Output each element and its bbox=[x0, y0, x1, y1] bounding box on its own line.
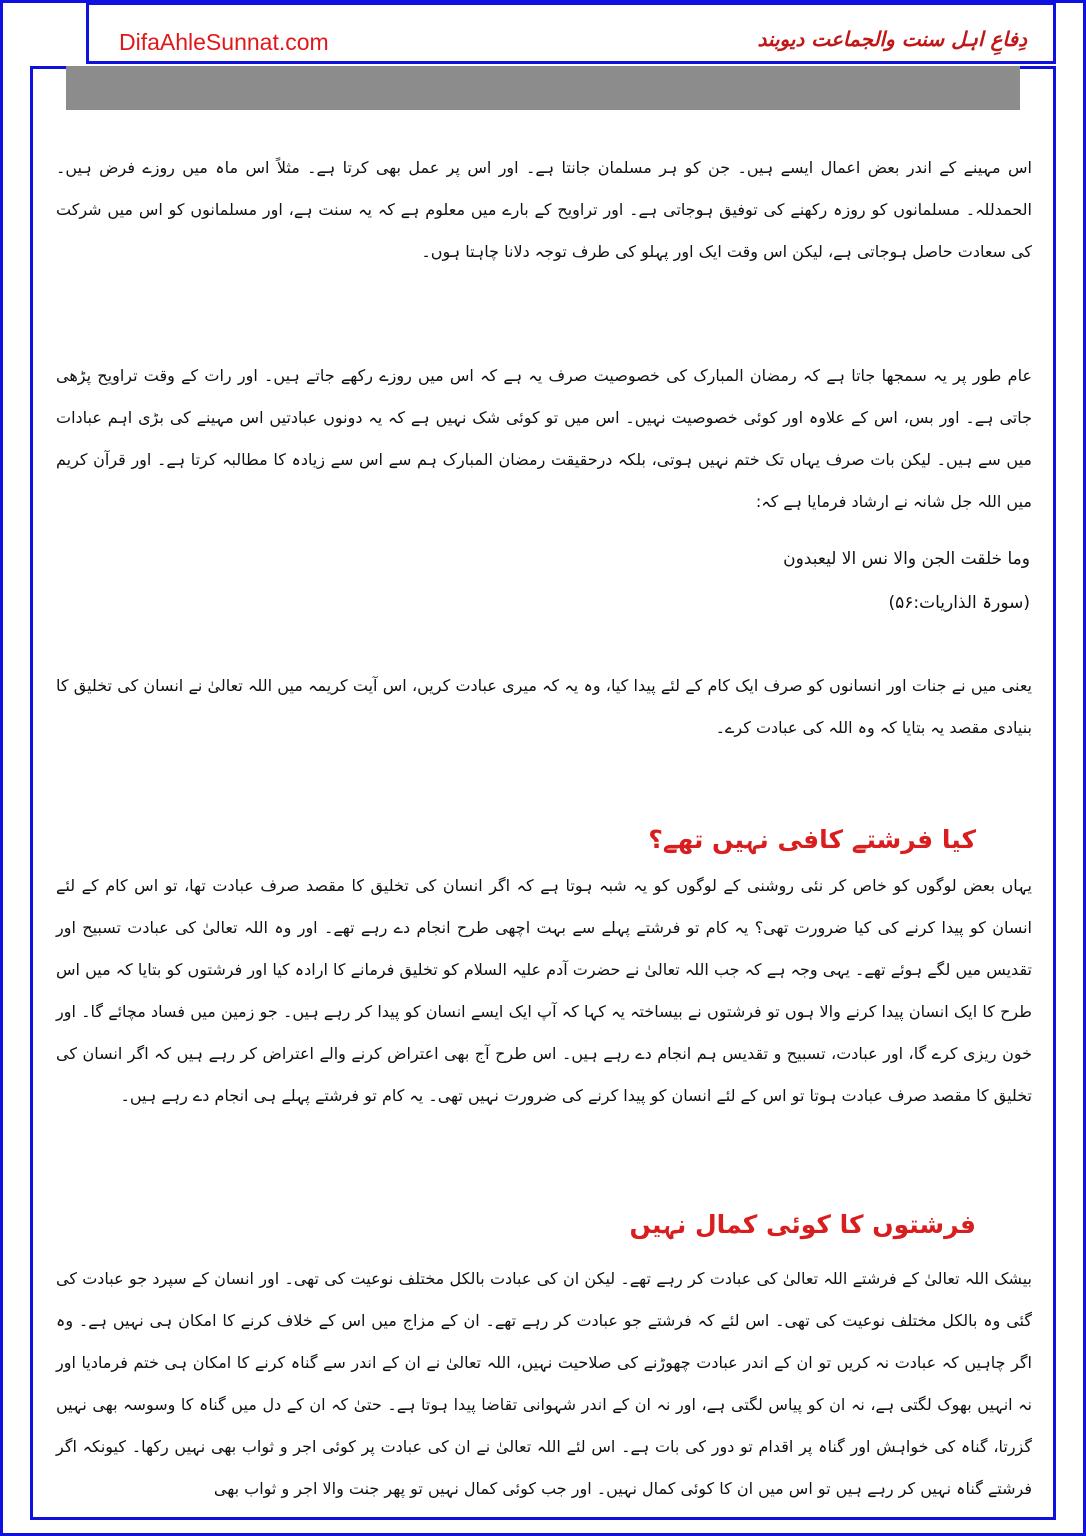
verse-reference: (سورۃ الذاریات:۵۶) bbox=[888, 593, 1030, 613]
angels-sufficient-paragraph: یہاں بعض لوگوں کو خاص کر نئی روشنی کے لوگوں کو یہ شبہ ہوتا ہے کہ اگر انسان کی تخلیق کا مقصد صرف عبادت تھا، تو اس کام کے لئے انسان کو پیدا کرنے کی کیا ضرورت تھی؟ یہ کام تو فرشتے پہلے سے بہت اچھی طرح انجام دے رہے تھے۔ اور وہ اللہ تعالیٰ کی عبادت تسبیح اور تقدیس میں لگے ہوئے تھے۔ یہی وجہ ہے کہ جب اللہ تعالیٰ نے حضرت آدم علیہ السلام کو تخلیق فرمانے کا ارادہ کیا اور فرشتوں کو بتایا کہ میں اس طرح کا ایک انسان پیدا کرنے والا ہوں تو فرشتوں نے بیساختہ یہ کہا کہ آپ ایک ایسے انسان کو پیدا کر رہے ہیں۔ جو زمین میں فساد مچائے گا۔ اور خون ریزی کرے گا، اور عبادت، تسبیح و تقدیس ہم انجام دے رہے ہیں۔ اس طرح آج بھی اعتراض کرنے والے اعتراض کر رہے ہیں کہ اگر انسان کی تخلیق کا مقصد صرف عبادت ہوتا تو اس کے لئے انسان کو پیدا کرنے کی ضرورت نہیں تھی۔ یہ کام تو فرشتے پہلے ہی انجام دے رہے ہیں۔ bbox=[56, 876, 1032, 1105]
site-tagline: دِفاعِ اہل سنت والجماعت دیوبند bbox=[757, 27, 1027, 51]
site-header bbox=[86, 2, 1056, 64]
site-name-link[interactable]: DifaAhleSunnat.com bbox=[119, 29, 329, 55]
common-belief-paragraph: عام طور پر یہ سمجھا جاتا ہے کہ رمضان المبارک کی خصوصیت صرف یہ ہے کہ اس میں روزے رکھے جاتے ہیں۔ اور رات کے وقت تراویح پڑھی جاتی ہے۔ اور بس، اس کے علاوہ اور کوئی خصوصیت نہیں۔ اس میں تو کوئی شک نہیں ہے کہ یہ دونوں عبادتیں اس مہینے کی بڑی اہم عبادات میں سے ہیں۔ لیکن بات صرف یہاں تک ختم نہیں ہوتی، بلکہ درحقیقت رمضان المبارک ہم سے اس سے زیادہ کا مطالبہ کرتا ہے۔ اور قرآن کریم میں اللہ جل شانہ نے ارشاد فرمایا ہے کہ: bbox=[56, 366, 1032, 511]
heading-angels-sufficient: کیا فرشتے کافی نہیں تھے؟ bbox=[648, 825, 976, 854]
intro-paragraph: اس مہینے کے اندر بعض اعمال ایسے ہیں۔ جن کو ہر مسلمان جانتا ہے۔ اور اس پر عمل بھی کرتا ہے۔ مثلاً اس ماہ میں روزے فرض ہیں۔ الحمدللہ۔ مسلمانوں کو روزہ رکھنے کی توفیق ہوجاتی ہے۔ اور تراویح کے بارے میں معلوم ہے کہ یہ سنت ہے، اور مسلمانوں کو اس میں شرکت کی سعادت حاصل ہوجاتی ہے، لیکن اس وقت ایک اور پہلو کی طرف توجہ دلانا چاہتا ہوں۔ bbox=[56, 158, 1032, 261]
heading-no-merit: فرشتوں کا کوئی کمال نہیں bbox=[629, 1210, 976, 1239]
quran-verse: وما خلقت الجن والا نس الا ليعبدون bbox=[783, 549, 1030, 569]
verse-explanation-paragraph: یعنی میں نے جنات اور انسانوں کو صرف ایک کام کے لئے پیدا کیا، وہ یہ کہ میری عبادت کریں، اس آیت کریمہ میں اللہ تعالیٰ نے انسان کی تخلیق کا بنیادی مقصد یہ بتایا کہ وہ اللہ کی عبادت کرے۔ bbox=[56, 676, 1032, 737]
no-merit-paragraph: بیشک اللہ تعالیٰ کے فرشتے اللہ تعالیٰ کی عبادت کر رہے تھے۔ لیکن ان کی عبادت بالکل مختلف نوعیت کی تھی۔ اور انسان کے سپرد جو عبادت کی گئی وہ بالکل مختلف نوعیت کی تھی۔ اس لئے کہ فرشتے جو عبادت کر رہے تھے۔ ان کے مزاج میں اس کے خلاف کرنے کا امکان ہی نہیں ہے۔ وہ اگر چاہیں کہ عبادت نہ کریں تو ان کے اندر عبادت چھوڑنے کی صلاحیت نہیں، اللہ تعالیٰ نے ان کے اندر سے گناہ کرنے کا امکان ہی ختم فرمادیا اور نہ انہیں بھوک لگتی ہے، نہ ان کو پیاس لگتی ہے، اور نہ ان کے اندر شہوانی تقاضا پیدا ہوتا ہے۔ حتیٰ کہ ان کے دل میں گناہ کا وسوسہ بھی نہیں گزرتا، گناہ کی خواہش اور گناہ پر اقدام تو دور کی بات ہے۔ اس لئے اللہ تعالیٰ نے ان کی عبادت پر کوئی اجر و ثواب بھی نہیں رکھا۔ کیونکہ اگر فرشتے گناہ نہیں کر رہے ہیں تو اس میں ان کا کوئی کمال نہیں۔ اور جب کوئی کمال نہیں تو پھر جنت والا اجر و ثواب بھی bbox=[56, 1269, 1032, 1498]
grey-banner bbox=[66, 66, 1020, 110]
